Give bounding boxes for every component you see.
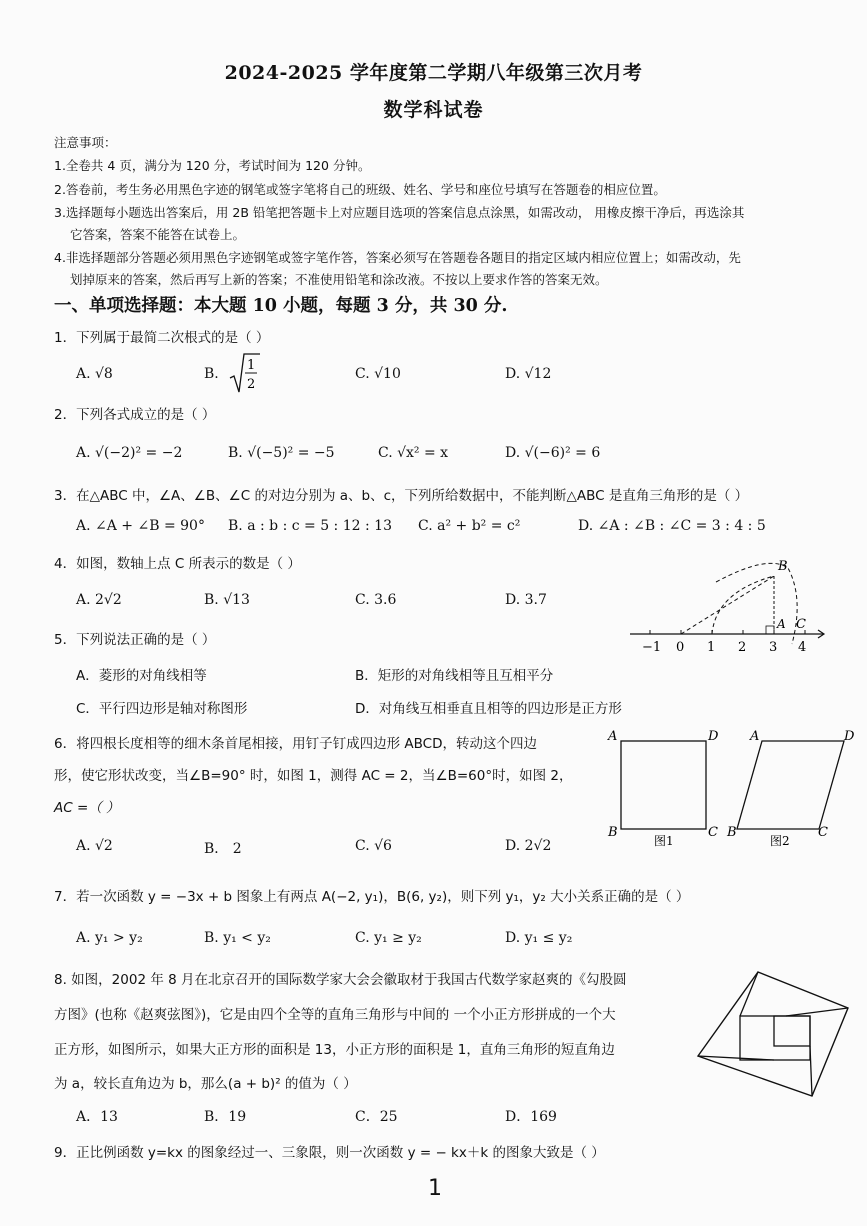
option-b: B. y₁ < y₂ [204, 930, 271, 946]
zhao-shuang-figure [694, 968, 854, 1104]
question-stem: 2．下列各式成立的是（ ） [54, 407, 216, 423]
svg-text:B: B [608, 825, 618, 840]
option-a: A. √(−2)² = −2 [76, 445, 183, 461]
tick-label: 4 [798, 640, 807, 655]
svg-text:A: A [750, 729, 760, 744]
option-a: A. 2√2 [76, 592, 122, 608]
question-line: 为 a，较长直角边为 b，那么(a + b)² 的值为（ ） [54, 1076, 357, 1092]
tick-label: 0 [676, 640, 685, 655]
option-c: C. √10 [355, 366, 401, 382]
sqrt-one-half-icon [228, 352, 262, 396]
page-number: 1 [428, 1176, 442, 1201]
tick-label: 3 [769, 640, 778, 655]
svg-text:2: 2 [247, 377, 256, 392]
option-d: D. 2√2 [505, 838, 552, 854]
svg-text:D: D [708, 729, 719, 744]
option-c: C. a² + b² = c² [418, 518, 521, 534]
note-item: 3.选择题每小题选出答案后，用 2B 铅笔把答题卡上对应题目选项的答案信息点涂黑，如需改动， 用橡皮擦干净后，再选涂其 [54, 205, 745, 220]
question-line: 方图》(也称《赵爽弦图》)，它是由四个全等的直角三角形与中间的 一个小正方形拼成的一个大 [54, 1007, 616, 1023]
point-c-label: C [796, 617, 806, 632]
number-line-figure [628, 552, 828, 656]
tick-label: 2 [738, 640, 747, 655]
option-c: C．25 [355, 1109, 398, 1125]
note-item: 它答案，答案不能答在试卷上。 [70, 227, 246, 242]
question-line: 形，使它形状改变，当∠B=90° 时，如图 1，测得 AC = 2，当∠B=60°时，如图 2， [54, 768, 573, 784]
question-stem: 9．正比例函数 y=kx 的图象经过一、三象限，则一次函数 y = − kx＋k 的图象大致是（ ） [54, 1145, 605, 1161]
option-a: A. y₁ > y₂ [76, 930, 143, 946]
option-a: A. √8 [76, 366, 113, 382]
note-item: 1.全卷共 4 页，满分为 120 分，考试时间为 120 分钟。 [54, 158, 371, 173]
option-b: B. √13 [204, 592, 250, 608]
option-b: B． 2 [204, 841, 242, 857]
option-a: A. √2 [76, 838, 113, 854]
question-line: AC =（ ） [54, 800, 120, 816]
point-a-label: A [777, 617, 786, 631]
option-b: B. √(−5)² = −5 [228, 445, 335, 461]
option-b-label: B. [204, 366, 219, 382]
note-item: 划掉原来的答案，然后再写上新的答案；不准使用铅笔和涂改液。不按以上要求作答的答案无效。 [70, 272, 608, 287]
option-c: C. 3.6 [355, 592, 397, 608]
point-b-label: B [778, 559, 788, 574]
figure-caption: 图2 [770, 834, 790, 848]
figure-caption: 图1 [654, 834, 674, 848]
option-c: C. y₁ ≥ y₂ [355, 930, 422, 946]
section-title: 一、单项选择题：本大题 10 小题，每题 3 分，共 30 分. [54, 296, 508, 316]
option-c: C．平行四边形是轴对称图形 [76, 701, 248, 717]
option-c: C. √x² = x [378, 445, 449, 461]
svg-text:D: D [844, 729, 855, 744]
option-a: A. ∠A + ∠B = 90° [76, 518, 205, 534]
exam-title: 2024-2025 学年度第二学期八年级第三次月考 [224, 62, 643, 84]
svg-text:C: C [818, 825, 828, 840]
note-item: 4.非选择题部分答题必须用黑色字迹钢笔或签字笔作答，答案必须写在答题卷各题目的指定区域内相应位置上；如需改动，先 [54, 250, 741, 265]
option-b: B．矩形的对角线相等且互相平分 [355, 668, 554, 684]
exam-subtitle: 数学科试卷 [383, 99, 484, 121]
note-item: 2.答卷前，考生务必用黑色字迹的钢笔或签字笔将自己的班级、姓名、学号和座位号填写在答题卷的相应位置。 [54, 182, 666, 197]
option-d: D．169 [505, 1109, 557, 1125]
notes-heading: 注意事项： [54, 135, 117, 150]
option-a: A．菱形的对角线相等 [76, 668, 207, 684]
svg-text:A: A [608, 729, 618, 744]
svg-text:C: C [708, 825, 718, 840]
option-c: C. √6 [355, 838, 392, 854]
question-line: 正方形，如图所示，如果大正方形的面积是 13，小正方形的面积是 1，直角三角形的短直角边 [54, 1042, 615, 1058]
question-stem: 7．若一次函数 y = −3x + b 图象上有两点 A(−2, y₁)，B(6, y₂)，则下列 y₁，y₂ 大小关系正确的是（ ） [54, 889, 690, 905]
svg-text:B: B [727, 825, 737, 840]
tick-label: −1 [642, 640, 662, 655]
question-line: 6．将四根长度相等的细木条首尾相接，用钉子钉成四边形 ABCD，转动这个四边 [54, 736, 537, 752]
question-stem: 5．下列说法正确的是（ ） [54, 632, 216, 648]
question-stem: 4．如图，数轴上点 C 所表示的数是（ ） [54, 556, 301, 572]
question-stem: 1．下列属于最简二次根式的是（ ） [54, 330, 270, 346]
option-d: D. 3.7 [505, 592, 547, 608]
tick-label: 1 [707, 640, 716, 655]
option-b: B．19 [204, 1109, 247, 1125]
question-line: 8. 如图，2002 年 8 月在北京召开的国际数学家大会会徽取材于我国古代数学家赵爽的《勾股圆 [54, 972, 627, 988]
svg-text:1: 1 [247, 358, 256, 373]
option-d: D. ∠A : ∠B : ∠C = 3 : 4 : 5 [578, 518, 766, 534]
option-b: B. a : b : c = 5 : 12 : 13 [228, 518, 392, 534]
figure-1-square [604, 724, 724, 854]
option-d: D. √(−6)² = 6 [505, 445, 601, 461]
question-stem: 3．在△ABC 中，∠A、∠B、∠C 的对边分别为 a、b、c，下列所给数据中，不能判断△ABC 是直角三角形的是（ ） [54, 488, 749, 504]
option-d: D. y₁ ≤ y₂ [505, 930, 573, 946]
option-a: A．13 [76, 1109, 118, 1125]
option-d: D．对角线互相垂直且相等的四边形是正方形 [355, 701, 622, 717]
option-d: D. √12 [505, 366, 552, 382]
figure-2-rhombus [726, 724, 866, 854]
